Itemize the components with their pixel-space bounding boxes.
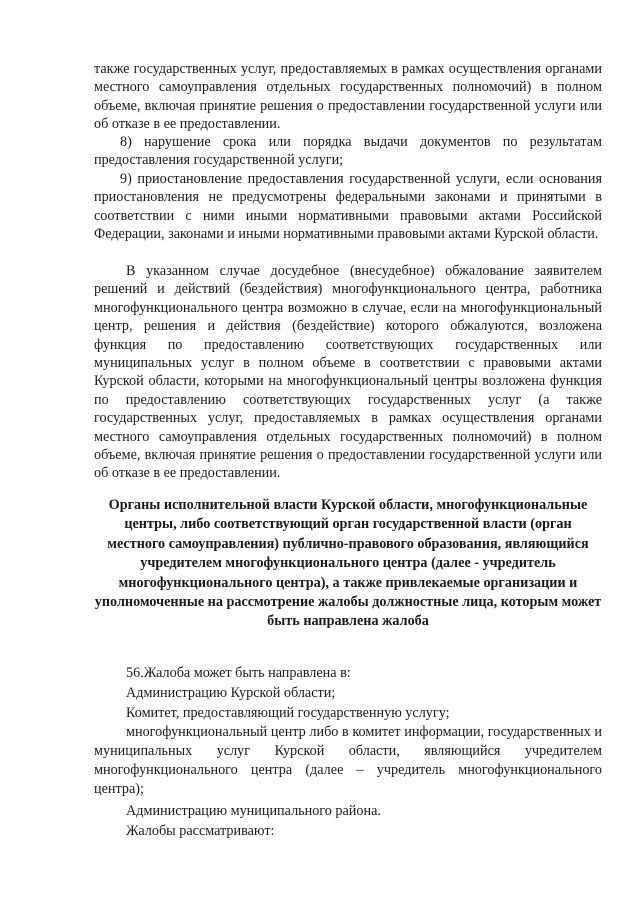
section-heading: Органы исполнительной власти Курской области, многофункциональные центры, либо соответствующий орган государственной власти (орган местного самоуправления) публично-правового образования, являющийся учредителем многофункционального центра (далее - учредитель многофункционального центра), а также привлекаемые организации и уполномоченные на рассмотрение жалобы должностные лица, которым может быть направлена жалоба [94, 497, 602, 630]
paragraph-continuation: также государственных услуг, предоставляемых в рамках осуществления органами местного самоуправления отдельных государственных полномочий) в полном объеме, включая принятие решения о предоставлении государственной услуги или об отказе в ее предоставлении. [94, 61, 602, 133]
paragraph-item-8: 8) нарушение срока или порядка выдачи документов по результатам предоставления государственной услуги; [94, 134, 602, 169]
list-outro: Жалобы рассматривают: [126, 823, 275, 839]
paragraph-item-9: 9) приостановление предоставления государственной услуги, если основания приостановления не предусмотрены федеральными законами и принятыми в соответствии с ними иными нормативными правовыми актами Российской Федерации, законами и иными нормативными правовыми актами Курской области. [94, 171, 602, 243]
list-item-committee: Комитет, предоставляющий государственную услугу; [126, 705, 450, 721]
list-item-municipal: Администрацию муниципального района. [126, 803, 381, 819]
list-intro: 56.Жалоба может быть направлена в: [126, 665, 351, 681]
paragraph-mfc-appeal: В указанном случае досудебное (внесудебное) обжалование заявителем решений и действий (бездействия) многофункционального центра, работника многофункционального центра возможно в случае, если на многофункциональный центр, решения и действия (бездействие) которого обжалуются, возложена функция по предоставлению соответствующих государственных или муниципальных услуг в полном объеме в соответствии с правовыми актами Курской области, которыми на многофункциональный центры возложена функция по предоставлению соответствующих государственных услуг (а также государственных услуг, предоставляемых в рамках осуществления органами местного самоуправления отдельных государственных полномочий) в полном объеме, включая принятие решения о предоставлении государственной услуги или об отказе в ее предоставлении. [94, 263, 602, 482]
list-item-mfc: многофункциональный центр либо в комитет информации, государственных и муниципальных услуг Курской области, являющийся учредителем многофункционального центра (далее – учредитель многофункционального центра); [94, 724, 602, 797]
list-item-administration: Администрацию Курской области; [126, 685, 336, 701]
